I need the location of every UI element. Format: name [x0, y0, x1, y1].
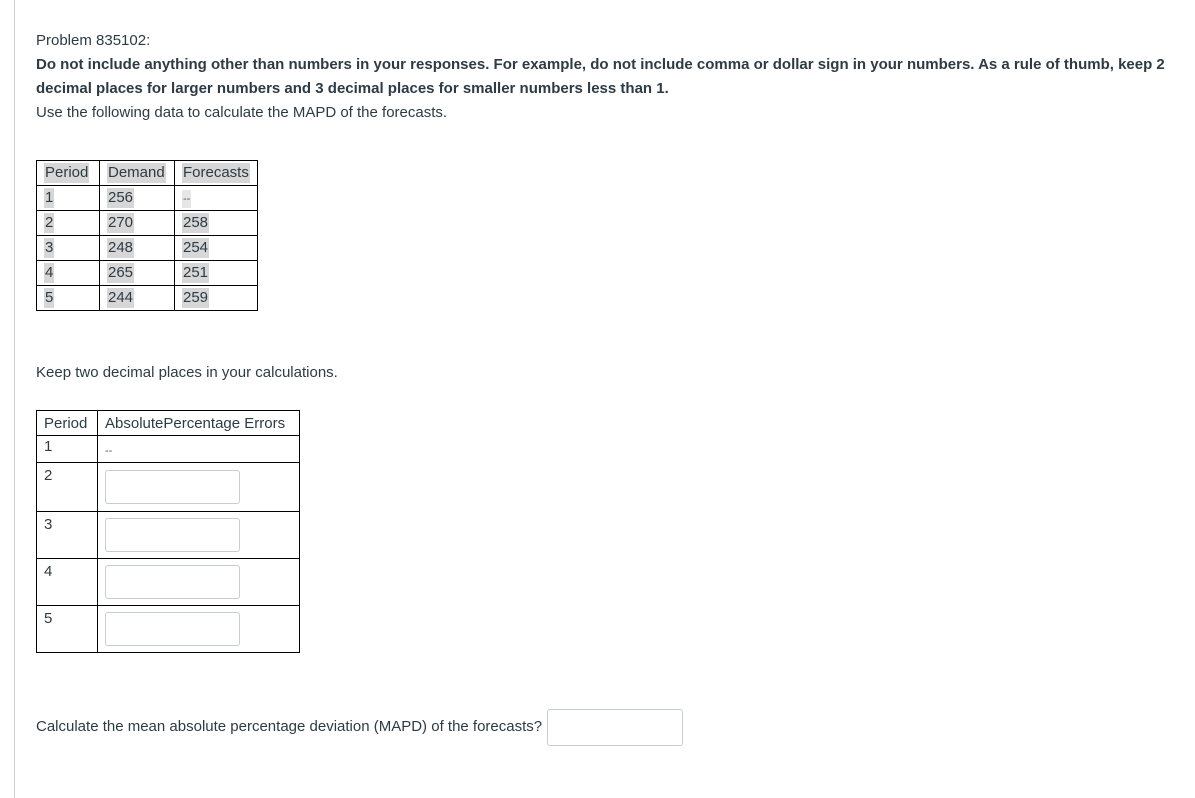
period-cell: 1 — [37, 186, 100, 211]
demand-cell: 244 — [100, 286, 175, 311]
demand-cell: 270 — [100, 211, 175, 236]
error-cell — [98, 606, 300, 653]
header-forecasts: Forecasts — [175, 161, 258, 186]
period-cell: 5 — [37, 606, 98, 653]
table-header-row — [37, 161, 258, 186]
table-row — [37, 211, 258, 236]
table-row — [37, 463, 300, 512]
ape-input-period-3[interactable] — [105, 518, 240, 552]
mapd-question-text: Calculate the mean absolute percentage deviation (MAPD) of the forecasts? — [36, 718, 543, 735]
forecast-cell: 258 — [175, 211, 258, 236]
table-row — [37, 236, 258, 261]
keep-decimals-note: Keep two decimal places in your calculations. — [36, 364, 338, 381]
forecast-cell: -- — [175, 186, 258, 211]
header-absolute-percentage-errors: AbsolutePercentage Errors — [98, 411, 300, 436]
mapd-answer-input[interactable] — [547, 709, 683, 746]
error-cell — [98, 559, 300, 606]
period-cell: 4 — [37, 559, 98, 606]
demand-cell: 248 — [100, 236, 175, 261]
left-divider — [14, 0, 15, 798]
table-row — [37, 436, 300, 463]
table-header-row — [37, 411, 300, 436]
table-row — [37, 286, 258, 311]
period-cell: 4 — [37, 261, 100, 286]
demand-cell: 265 — [100, 261, 175, 286]
demand-cell: 256 — [100, 186, 175, 211]
period-cell: 2 — [37, 463, 98, 512]
header-period: Period — [37, 411, 98, 436]
period-cell: 5 — [37, 286, 100, 311]
header-period: Period — [37, 161, 100, 186]
problem-text — [36, 29, 1176, 125]
period-cell: 3 — [37, 512, 98, 559]
error-cell — [98, 463, 300, 512]
error-cell: -- — [98, 436, 300, 463]
table-row — [37, 559, 300, 606]
demand-forecast-table — [36, 160, 258, 311]
period-cell: 1 — [37, 436, 98, 463]
table-row — [37, 512, 300, 559]
table-row — [37, 261, 258, 286]
problem-intro: Use the following data to calculate the MAPD of the forecasts. — [36, 104, 448, 121]
period-cell: 2 — [37, 211, 100, 236]
ape-input-period-5[interactable] — [105, 612, 240, 646]
problem-instructions: Do not include anything other than numbers in your responses. For example, do not include comma or dollar sign in your numbers. As a rule of thumb, keep 2 decimal places for larger numbers and 3 decimal places for smaller numbers less than 1. — [36, 56, 1165, 97]
error-cell — [98, 512, 300, 559]
forecast-cell: 251 — [175, 261, 258, 286]
ape-input-period-4[interactable] — [105, 565, 240, 599]
absolute-percentage-errors-table — [36, 410, 300, 653]
mapd-question — [36, 708, 683, 746]
forecast-cell: 259 — [175, 286, 258, 311]
problem-title: Problem 835102: — [36, 32, 151, 49]
forecast-cell: 254 — [175, 236, 258, 261]
period-cell: 3 — [37, 236, 100, 261]
ape-input-period-2[interactable] — [105, 470, 240, 504]
header-demand: Demand — [100, 161, 175, 186]
table-row — [37, 606, 300, 653]
table-row — [37, 186, 258, 211]
